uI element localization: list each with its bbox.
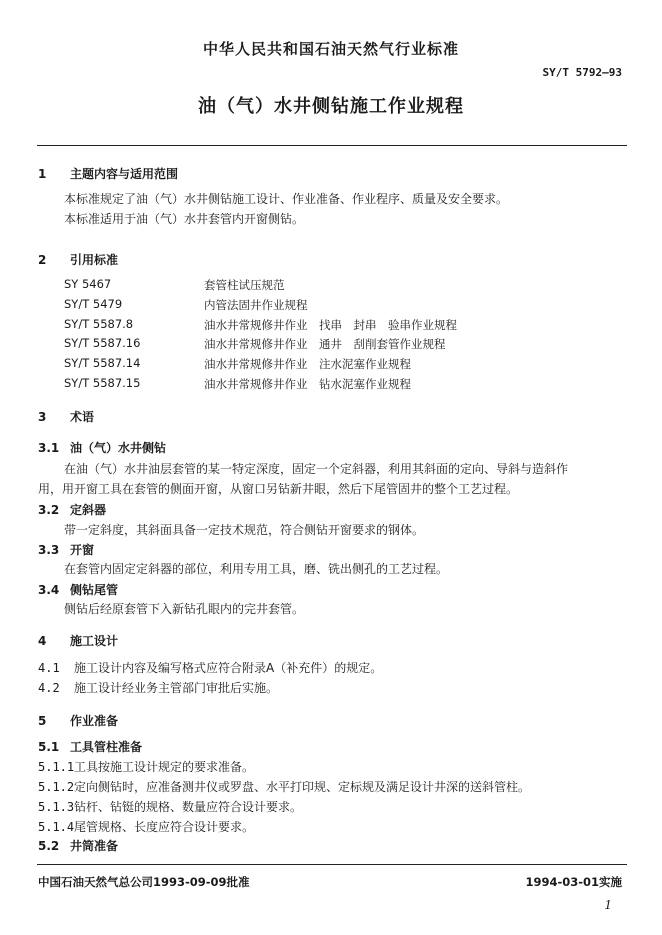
clause-text: 钻杆、钻铤的规格、数量应符合设计要求。 bbox=[74, 800, 303, 814]
clause-4-2 bbox=[38, 679, 278, 696]
clause-number: 5.1.1 bbox=[38, 760, 75, 774]
clause-number: 3.4 bbox=[38, 583, 60, 597]
section-title: 主题内容与适用范围 bbox=[70, 167, 179, 181]
clause-5-1-3 bbox=[38, 798, 302, 815]
clause-number: 3.1 bbox=[38, 441, 60, 455]
clause-number: 3.3 bbox=[38, 543, 60, 557]
clause-number: 4.2 bbox=[38, 681, 60, 695]
standard-number: SY/T 5792—93 bbox=[542, 66, 622, 79]
section-title: 术语 bbox=[70, 410, 95, 424]
term-3-4-heading bbox=[38, 581, 118, 598]
term-3-3-heading bbox=[38, 541, 94, 558]
clause-number: 5.2 bbox=[38, 839, 60, 853]
effective-date: 1994-03-01实施 bbox=[525, 875, 622, 889]
clause-title: 工具管柱准备 bbox=[70, 740, 143, 754]
document-title: 油（气）水井侧钻施工作业规程 bbox=[198, 96, 464, 117]
section-4-heading bbox=[38, 632, 118, 649]
section-title: 作业准备 bbox=[70, 714, 119, 728]
reference-name: 内管法固井作业规程 bbox=[204, 298, 308, 312]
reference-name: 油水井常规修井作业 找串 封串 验串作业规程 bbox=[204, 318, 457, 332]
section-number: 4 bbox=[38, 634, 47, 648]
clause-number: 5.1.3 bbox=[38, 800, 75, 814]
reference-code: SY/T 5587.15 bbox=[64, 376, 141, 390]
paragraph: 本标准规定了油（气）水井侧钻施工设计、作业准备、作业程序、质量及安全要求。 bbox=[64, 192, 509, 206]
reference-name: 油水井常规修井作业 通井 刮削套管作业规程 bbox=[204, 337, 446, 351]
section-3-heading bbox=[38, 408, 94, 425]
clause-5-1-heading bbox=[38, 738, 142, 755]
clause-5-1-2 bbox=[38, 778, 530, 795]
reference-code: SY/T 5587.14 bbox=[64, 356, 141, 370]
standard-category: 中华人民共和国石油天然气行业标准 bbox=[202, 40, 459, 58]
paragraph: 用，用开窗工具在套管的侧面开窗，从窗口另钻新井眼，然后下尾管固井的整个工艺过程。 bbox=[38, 482, 519, 496]
clause-text: 尾管规格、长度应符合设计要求。 bbox=[74, 820, 255, 834]
term-3-1-heading bbox=[38, 439, 166, 456]
paragraph: 本标准适用于油（气）水井套管内开窗侧钻。 bbox=[64, 212, 305, 226]
clause-text: 施工设计经业务主管部门审批后实施。 bbox=[74, 681, 279, 695]
reference-name: 套管柱试压规范 bbox=[204, 278, 285, 292]
clause-number: 3.2 bbox=[38, 503, 60, 517]
term-title: 侧钻尾管 bbox=[70, 583, 119, 597]
clause-5-1-1 bbox=[38, 758, 254, 775]
section-5-heading bbox=[38, 712, 118, 729]
section-number: 5 bbox=[38, 714, 47, 728]
term-title: 定斜器 bbox=[70, 503, 107, 517]
section-title: 施工设计 bbox=[70, 634, 119, 648]
clause-5-1-4 bbox=[38, 818, 254, 835]
clause-text: 工具按施工设计规定的要求准备。 bbox=[74, 760, 255, 774]
approval-note: 中国石油天然气总公司1993-09-09批准 bbox=[38, 875, 250, 889]
section-1-heading bbox=[38, 165, 178, 182]
section-title: 引用标准 bbox=[70, 253, 119, 267]
title-divider bbox=[37, 145, 627, 146]
term-title: 油（气）水井侧钻 bbox=[70, 441, 167, 455]
paragraph: 侧钻后经原套管下入新钻孔眼内的完井套管。 bbox=[64, 602, 305, 616]
term-title: 开窗 bbox=[70, 543, 95, 557]
clause-number: 5.1.4 bbox=[38, 820, 75, 834]
reference-code: SY 5467 bbox=[64, 277, 112, 291]
paragraph: 在套管内固定定斜器的部位，利用专用工具，磨、铣出侧孔的工艺过程。 bbox=[64, 562, 449, 576]
page-number: 1 bbox=[604, 898, 612, 912]
reference-code: SY/T 5587.8 bbox=[64, 317, 134, 331]
section-2-heading bbox=[38, 251, 118, 268]
section-number: 2 bbox=[38, 253, 47, 267]
clause-number: 5.1.2 bbox=[38, 780, 75, 794]
clause-text: 定向侧钻时，应准备测井仪或罗盘、水平打印规、定标规及满足设计井深的送斜管柱。 bbox=[74, 780, 531, 794]
term-3-2-heading bbox=[38, 501, 106, 518]
clause-text: 施工设计内容及编写格式应符合附录A（补充件）的规定。 bbox=[74, 661, 383, 675]
section-number: 1 bbox=[38, 167, 47, 181]
clause-number: 5.1 bbox=[38, 740, 60, 754]
footer-divider bbox=[37, 864, 627, 865]
paragraph: 带一定斜度，其斜面具备一定技术规范，符合侧钻开窗要求的钢体。 bbox=[64, 523, 425, 537]
clause-title: 井筒准备 bbox=[70, 839, 119, 853]
reference-name: 油水井常规修井作业 钻水泥塞作业规程 bbox=[204, 377, 411, 391]
clause-number: 4.1 bbox=[38, 661, 60, 675]
reference-code: SY/T 5479 bbox=[64, 297, 123, 311]
clause-5-2-heading bbox=[38, 837, 118, 854]
paragraph: 在油（气）水井油层套管的某一特定深度，固定一个定斜器，利用其斜面的定向、导斜与造斜作 bbox=[64, 462, 569, 476]
section-number: 3 bbox=[38, 410, 47, 424]
reference-name: 油水井常规修井作业 注水泥塞作业规程 bbox=[204, 357, 411, 371]
clause-4-1 bbox=[38, 659, 382, 676]
reference-code: SY/T 5587.16 bbox=[64, 336, 141, 350]
